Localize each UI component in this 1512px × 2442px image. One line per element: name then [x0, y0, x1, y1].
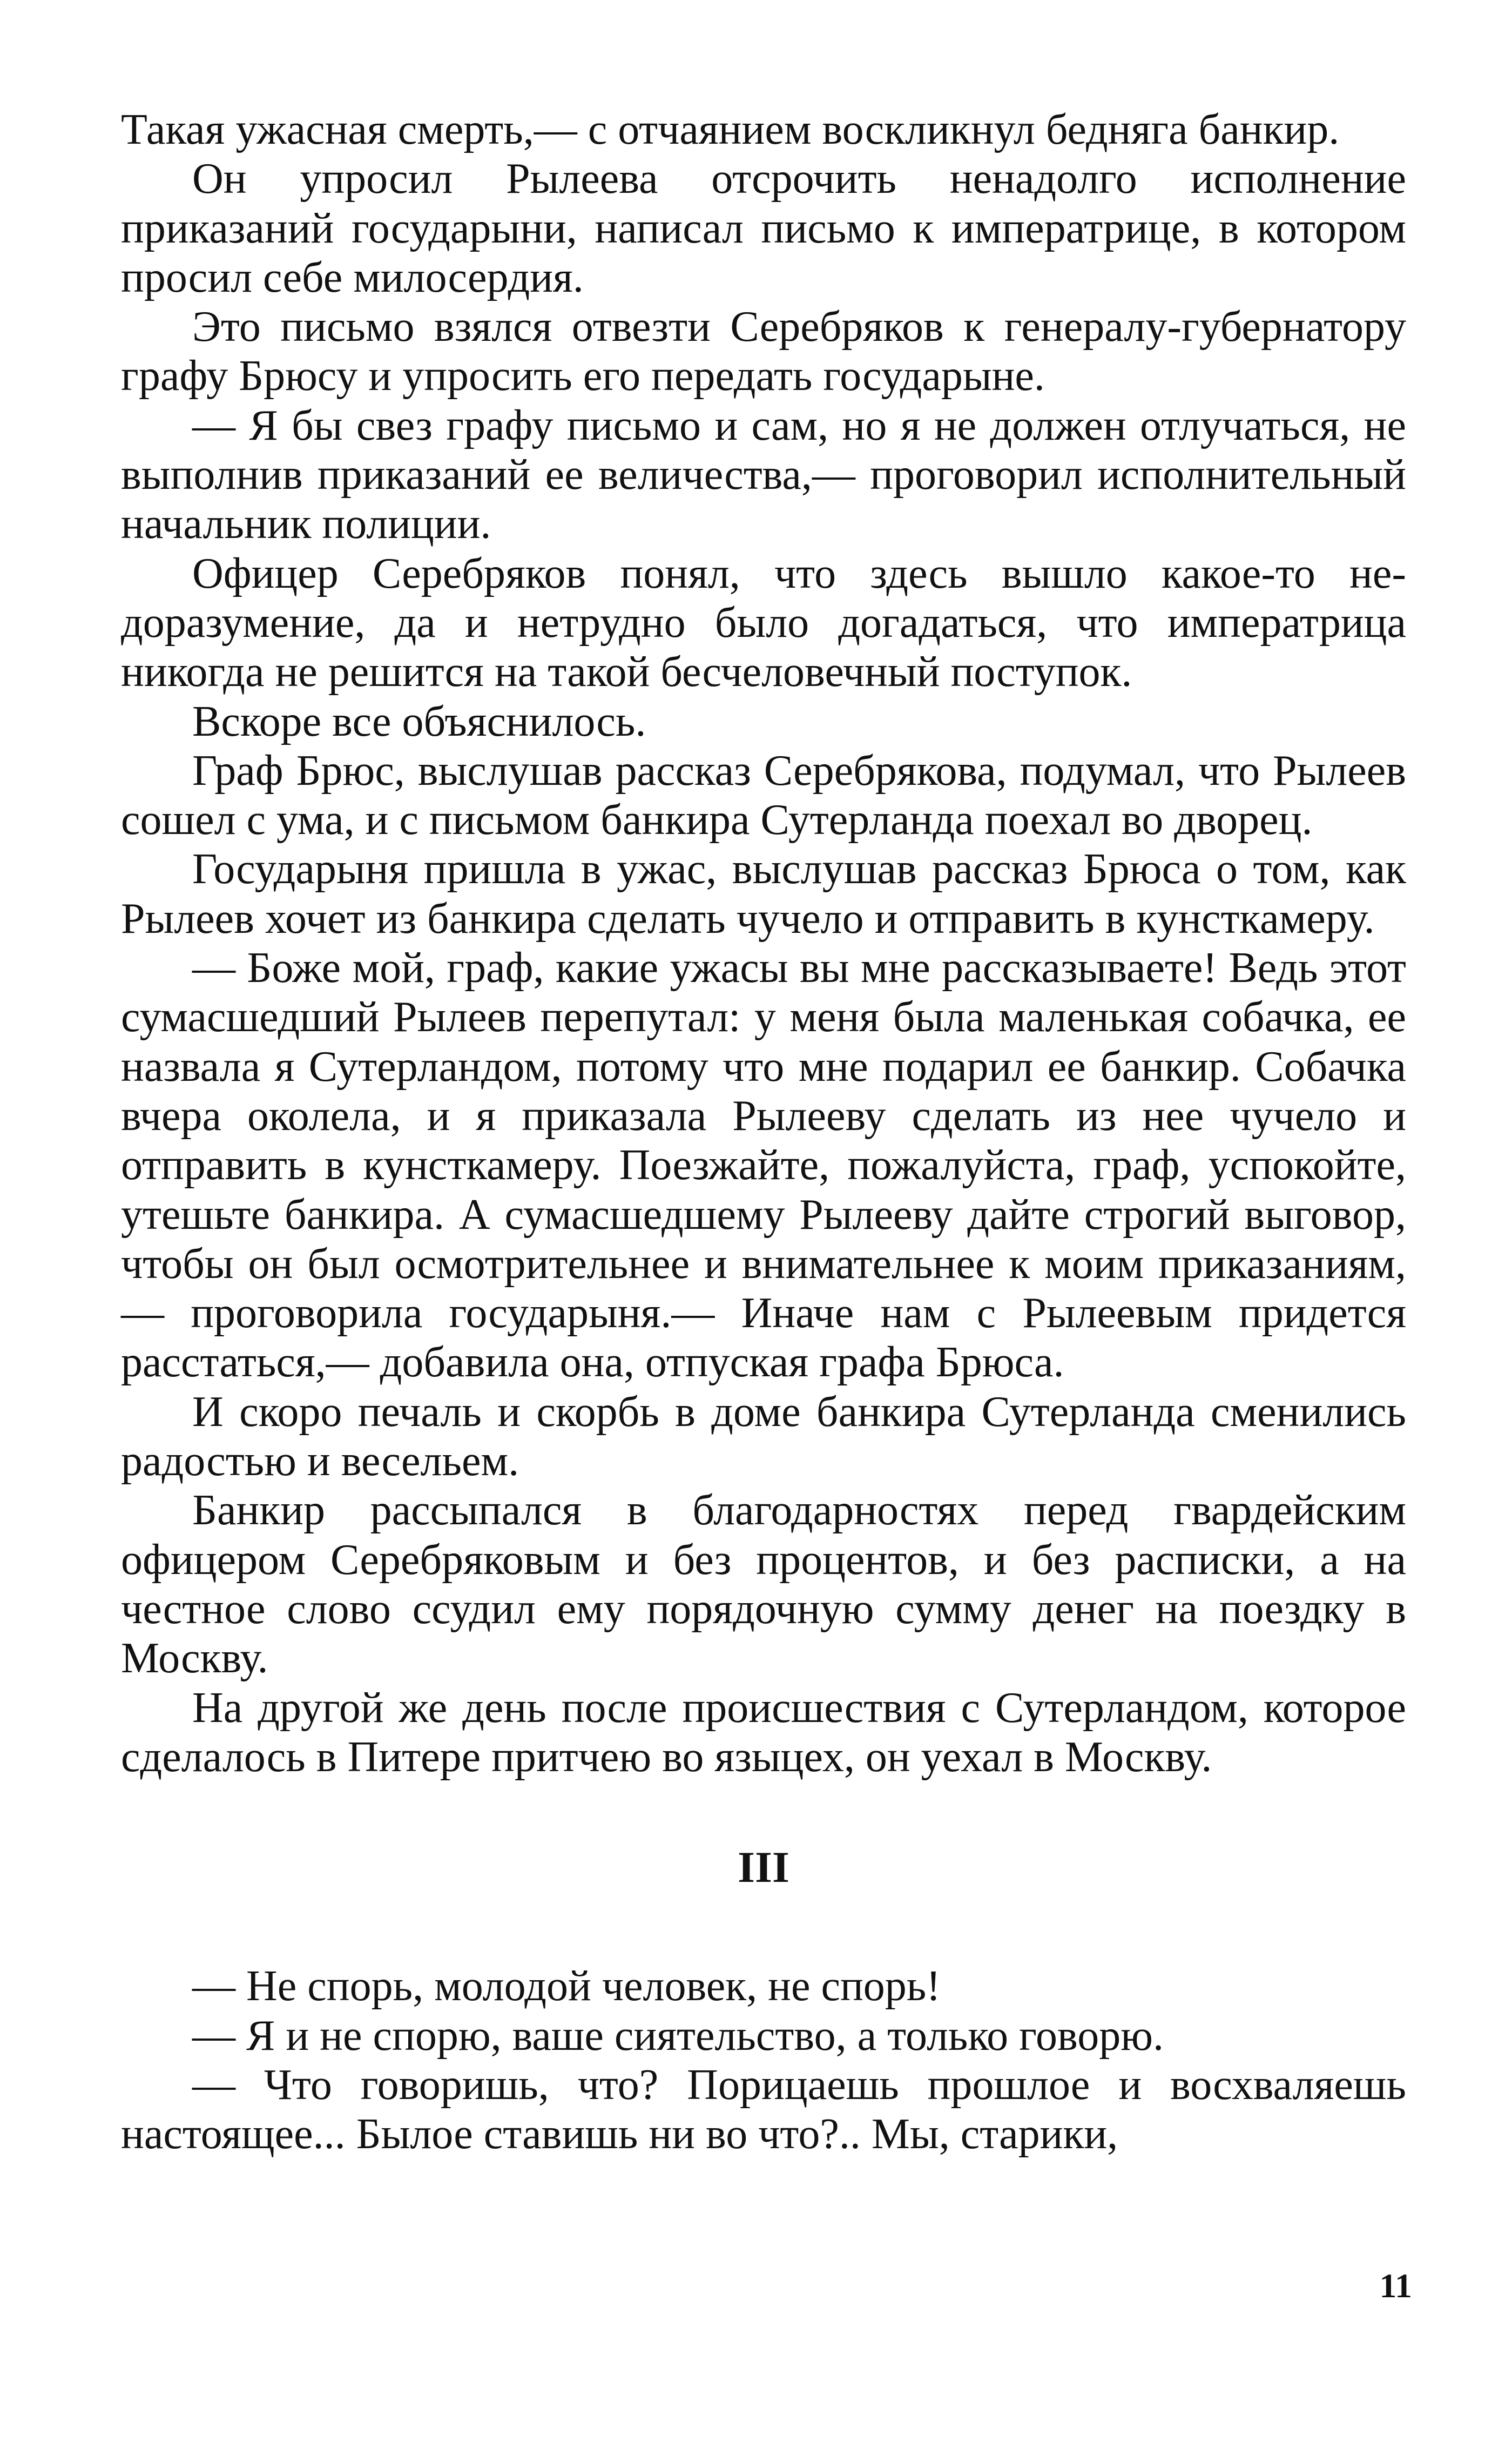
paragraph: — Не спорь, молодой человек, не спорь!: [192, 1962, 941, 2010]
paragraph: — Что говоришь, что? Порицаешь прошлое и восхваляешь настоящее... Былое ставишь ни во что?.. Мы, старики,: [121, 2061, 1406, 2158]
paragraph: — Я бы свез графу письмо и сам, но я не должен отлучаться, не выполнив приказаний ее величества,— проговорил исполнительный начальник полиции.: [121, 401, 1406, 548]
paragraph: Это письмо взялся отвезти Серебряков к генералу-губернатору графу Брюсу и упросить его передать государыне.: [121, 303, 1406, 400]
paragraph: И скоро печаль и скорбь в доме банкира Сутерланда сменились радостью и весельем.: [121, 1388, 1406, 1485]
paragraph: — Я и не спорю, ваше сиятельство, а только говорю.: [192, 2012, 1164, 2060]
chapter-heading: III: [738, 1842, 789, 1892]
paragraph: На другой же день после происшествия с Сутерландом, которое сделалось в Питере притчею во языцех, он уехал в Москву.: [121, 1684, 1406, 1781]
paragraph: — Боже мой, граф, какие ужасы вы мне рассказываете! Ведь этот сумасшедший Рылеев перепутал: у меня была маленькая собачка, ее назвала я Сутерландом, потому что мне подарил ее банкир. Собачка вчера околела, и я приказала Рылееву сделать из нее чучело и отправить в кунсткамеру. Поезжайте, пожалуйста, граф, успокойте, утешьте банкира. А сумасшедшему Рылееву дайте строгий выговор, чтобы он был осмотрительнее и внимательнее к моим приказаниям,— проговорила государыня.— Иначе нам с Рылеевым придется расстаться,— добавила она, отпуская графа Брюса.: [121, 944, 1406, 1387]
paragraph: Банкир рассыпался в благодарностях перед гвардейским офицером Серебряковым и без процентов, и без расписки, а на честное слово ссудил ему порядочную сумму денег на поездку в Москву.: [121, 1486, 1406, 1683]
paragraph: Офицер Серебряков понял, что здесь вышло какое-то недоразумение, да и нетрудно было догадаться, что императрица никогда не решится на такой бесчеловечный поступок.: [121, 549, 1406, 696]
paragraph: Государыня пришла в ужас, выслушав рассказ Брюса о том, как Рылеев хочет из банкира сделать чучело и отправить в кунсткамеру.: [121, 845, 1406, 943]
paragraph: Вскоре все объяснилось.: [192, 697, 646, 745]
paragraph: Он упросил Рылеева отсрочить ненадолго исполнение приказаний государыни, написал письмо к императрице, в котором просил себе милосердия.: [121, 155, 1406, 301]
paragraph: Граф Брюс, выслушав рассказ Серебрякова, подумал, что Рылеев сошел с ума, и с письмом банкира Сутерланда поехал во дворец.: [121, 746, 1406, 844]
paragraph: Такая ужасная смерть,— с отчаянием воскликнул бедняга банкир.: [121, 106, 1340, 153]
page-number: 11: [1379, 2266, 1412, 2305]
book-page: [121, 105, 1406, 2160]
